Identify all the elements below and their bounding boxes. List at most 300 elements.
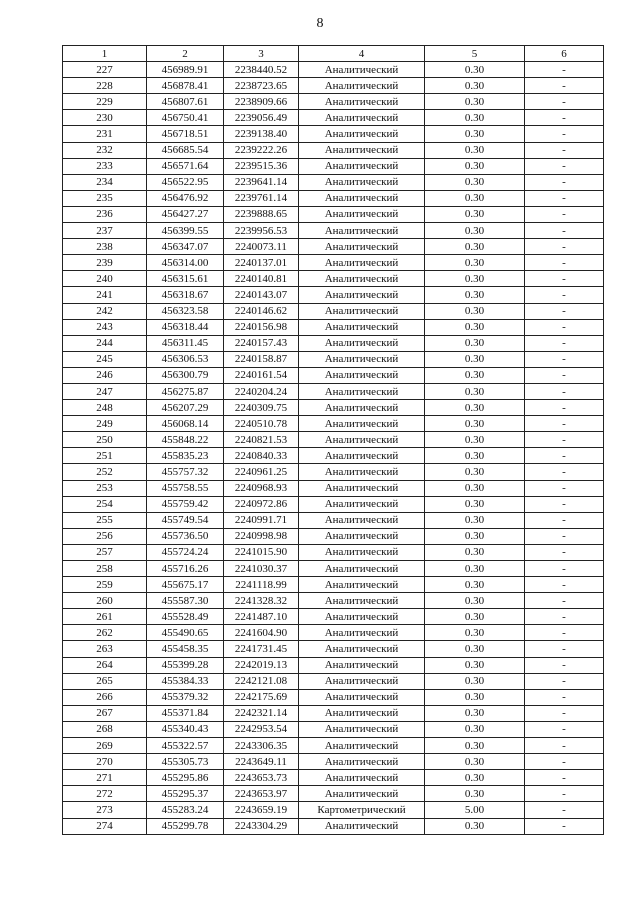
- table-cell: 2243653.73: [224, 770, 299, 786]
- table-cell: Аналитический: [299, 544, 425, 560]
- table-cell: 252: [63, 464, 147, 480]
- table-cell: 455716.26: [147, 561, 224, 577]
- table-cell: Аналитический: [299, 464, 425, 480]
- table-cell: Аналитический: [299, 142, 425, 158]
- coordinates-table: [62, 45, 604, 835]
- table-cell: 0.30: [425, 255, 525, 271]
- table-cell: 253: [63, 480, 147, 496]
- table-cell: 456989.91: [147, 62, 224, 78]
- table-cell: Аналитический: [299, 367, 425, 383]
- table-cell: 263: [63, 641, 147, 657]
- column-header: 5: [425, 46, 525, 62]
- table-cell: -: [525, 174, 604, 190]
- table-cell: 0.30: [425, 78, 525, 94]
- table-cell: 455379.32: [147, 689, 224, 705]
- table-cell: -: [525, 705, 604, 721]
- table-cell: 455322.57: [147, 738, 224, 754]
- table-cell: 0.30: [425, 206, 525, 222]
- table-cell: 0.30: [425, 367, 525, 383]
- table-cell: Аналитический: [299, 721, 425, 737]
- table-cell: 250: [63, 432, 147, 448]
- table-cell: Аналитический: [299, 738, 425, 754]
- table-cell: 0.30: [425, 94, 525, 110]
- table-cell: -: [525, 786, 604, 802]
- table-cell: 456306.53: [147, 351, 224, 367]
- table-cell: 247: [63, 383, 147, 399]
- table-cell: 2239222.26: [224, 142, 299, 158]
- table-cell: 455295.37: [147, 786, 224, 802]
- table-cell: 0.30: [425, 480, 525, 496]
- table-cell: 257: [63, 544, 147, 560]
- table-row: [63, 239, 604, 255]
- table-cell: Аналитический: [299, 78, 425, 94]
- table-row: [63, 496, 604, 512]
- table-cell: 0.30: [425, 577, 525, 593]
- table-cell: -: [525, 625, 604, 641]
- table-cell: 229: [63, 94, 147, 110]
- table-cell: 241: [63, 287, 147, 303]
- table-row: [63, 738, 604, 754]
- table-cell: 0.30: [425, 625, 525, 641]
- table-cell: 0.30: [425, 641, 525, 657]
- table-cell: 0.30: [425, 512, 525, 528]
- table-cell: Аналитический: [299, 448, 425, 464]
- table-cell: 245: [63, 351, 147, 367]
- table-cell: 264: [63, 657, 147, 673]
- table-cell: -: [525, 770, 604, 786]
- table-cell: Аналитический: [299, 593, 425, 609]
- column-header: 6: [525, 46, 604, 62]
- table-cell: -: [525, 271, 604, 287]
- table-cell: 2240137.01: [224, 255, 299, 271]
- table-cell: 0.30: [425, 818, 525, 834]
- table-cell: 456318.44: [147, 319, 224, 335]
- table-cell: 0.30: [425, 158, 525, 174]
- table-cell: -: [525, 577, 604, 593]
- table-cell: 455749.54: [147, 512, 224, 528]
- table-cell: 231: [63, 126, 147, 142]
- table-cell: 2243304.29: [224, 818, 299, 834]
- table-cell: 2240146.62: [224, 303, 299, 319]
- table-cell: 455587.30: [147, 593, 224, 609]
- table-cell: 267: [63, 705, 147, 721]
- table-cell: 2243659.19: [224, 802, 299, 818]
- table-cell: 0.30: [425, 351, 525, 367]
- table-row: [63, 689, 604, 705]
- table-cell: -: [525, 383, 604, 399]
- table-cell: -: [525, 464, 604, 480]
- table-cell: 230: [63, 110, 147, 126]
- table-cell: -: [525, 319, 604, 335]
- table-row: [63, 126, 604, 142]
- table-cell: Аналитический: [299, 416, 425, 432]
- table-cell: 249: [63, 416, 147, 432]
- table-cell: Аналитический: [299, 480, 425, 496]
- table-cell: 272: [63, 786, 147, 802]
- table-cell: 254: [63, 496, 147, 512]
- table-cell: 0.30: [425, 319, 525, 335]
- table-cell: 2240998.98: [224, 528, 299, 544]
- table-cell: 0.30: [425, 593, 525, 609]
- table-cell: -: [525, 110, 604, 126]
- table-cell: -: [525, 512, 604, 528]
- table-cell: Аналитический: [299, 561, 425, 577]
- table-cell: 456300.79: [147, 367, 224, 383]
- table-cell: Аналитический: [299, 754, 425, 770]
- table-cell: 456275.87: [147, 383, 224, 399]
- table-cell: Аналитический: [299, 287, 425, 303]
- table-cell: 2241015.90: [224, 544, 299, 560]
- table-cell: 0.30: [425, 432, 525, 448]
- table-cell: -: [525, 528, 604, 544]
- table-row: [63, 190, 604, 206]
- table-cell: -: [525, 94, 604, 110]
- table-row: [63, 271, 604, 287]
- table-cell: 0.30: [425, 400, 525, 416]
- table-cell: 2243649.11: [224, 754, 299, 770]
- table-cell: 0.30: [425, 721, 525, 737]
- table-cell: -: [525, 593, 604, 609]
- table-cell: 2240204.24: [224, 383, 299, 399]
- table-cell: -: [525, 287, 604, 303]
- table-cell: 455295.86: [147, 770, 224, 786]
- table-cell: -: [525, 673, 604, 689]
- table-cell: 0.30: [425, 239, 525, 255]
- table-cell: 456399.55: [147, 223, 224, 239]
- table-cell: -: [525, 351, 604, 367]
- table-cell: 2242953.54: [224, 721, 299, 737]
- table-row: [63, 657, 604, 673]
- table-row: [63, 255, 604, 271]
- table-row: [63, 673, 604, 689]
- table-cell: 456323.58: [147, 303, 224, 319]
- table-cell: 2238440.52: [224, 62, 299, 78]
- table-cell: 260: [63, 593, 147, 609]
- table-cell: 244: [63, 335, 147, 351]
- table-cell: Аналитический: [299, 255, 425, 271]
- table-cell: 455399.28: [147, 657, 224, 673]
- table-cell: Аналитический: [299, 239, 425, 255]
- table-cell: 2240510.78: [224, 416, 299, 432]
- table-row: [63, 480, 604, 496]
- table-cell: 455759.42: [147, 496, 224, 512]
- table-cell: 273: [63, 802, 147, 818]
- column-header: 1: [63, 46, 147, 62]
- table-cell: -: [525, 802, 604, 818]
- table-cell: -: [525, 367, 604, 383]
- table-cell: Аналитический: [299, 223, 425, 239]
- table-cell: Аналитический: [299, 705, 425, 721]
- table-cell: 2238723.65: [224, 78, 299, 94]
- table-cell: -: [525, 544, 604, 560]
- table-cell: 0.30: [425, 738, 525, 754]
- table-cell: 2238909.66: [224, 94, 299, 110]
- column-header: 3: [224, 46, 299, 62]
- table-cell: -: [525, 721, 604, 737]
- table-cell: -: [525, 818, 604, 834]
- table-cell: 455283.24: [147, 802, 224, 818]
- table-cell: 455299.78: [147, 818, 224, 834]
- table-row: [63, 448, 604, 464]
- table-cell: 0.30: [425, 609, 525, 625]
- table-cell: 239: [63, 255, 147, 271]
- table-cell: Аналитический: [299, 528, 425, 544]
- table-cell: 2243653.97: [224, 786, 299, 802]
- table-row: [63, 110, 604, 126]
- table-cell: Аналитический: [299, 577, 425, 593]
- table-cell: 251: [63, 448, 147, 464]
- table-cell: 268: [63, 721, 147, 737]
- table-cell: 246: [63, 367, 147, 383]
- table-cell: 236: [63, 206, 147, 222]
- table-row: [63, 512, 604, 528]
- table-cell: Аналитический: [299, 319, 425, 335]
- column-header: 2: [147, 46, 224, 62]
- table-cell: Аналитический: [299, 689, 425, 705]
- table-cell: 455848.22: [147, 432, 224, 448]
- table-cell: 0.30: [425, 271, 525, 287]
- table-cell: Аналитический: [299, 657, 425, 673]
- table-cell: 2242175.69: [224, 689, 299, 705]
- table-row: [63, 158, 604, 174]
- table-cell: Аналитический: [299, 303, 425, 319]
- table-cell: -: [525, 78, 604, 94]
- table-cell: 455835.23: [147, 448, 224, 464]
- table-cell: 0.30: [425, 142, 525, 158]
- table-cell: 2240140.81: [224, 271, 299, 287]
- table-cell: 2239956.53: [224, 223, 299, 239]
- table-body: [63, 62, 604, 835]
- table-cell: 0.30: [425, 528, 525, 544]
- table-cell: 456807.61: [147, 94, 224, 110]
- table-row: [63, 62, 604, 78]
- table-cell: 2240961.25: [224, 464, 299, 480]
- table-cell: Картометрический: [299, 802, 425, 818]
- table-cell: 456571.64: [147, 158, 224, 174]
- table-cell: 0.30: [425, 544, 525, 560]
- table-cell: 227: [63, 62, 147, 78]
- table-cell: 262: [63, 625, 147, 641]
- table-cell: Аналитический: [299, 641, 425, 657]
- table-row: [63, 577, 604, 593]
- table-header-row: [63, 46, 604, 62]
- table-cell: 233: [63, 158, 147, 174]
- table-cell: -: [525, 142, 604, 158]
- table-cell: 0.30: [425, 657, 525, 673]
- table-cell: 0.30: [425, 496, 525, 512]
- table-row: [63, 287, 604, 303]
- table-cell: -: [525, 561, 604, 577]
- table-cell: Аналитический: [299, 126, 425, 142]
- table-row: [63, 561, 604, 577]
- table-row: [63, 770, 604, 786]
- table-row: [63, 432, 604, 448]
- table-cell: 0.30: [425, 110, 525, 126]
- table-row: [63, 335, 604, 351]
- table-row: [63, 641, 604, 657]
- table-cell: -: [525, 754, 604, 770]
- table-cell: 0.30: [425, 287, 525, 303]
- table-row: [63, 206, 604, 222]
- table-row: [63, 223, 604, 239]
- table-cell: 0.30: [425, 126, 525, 142]
- table-cell: 455458.35: [147, 641, 224, 657]
- table-row: [63, 544, 604, 560]
- table-cell: 2240821.53: [224, 432, 299, 448]
- table-cell: 0.30: [425, 561, 525, 577]
- table-cell: 256: [63, 528, 147, 544]
- table-cell: Аналитический: [299, 673, 425, 689]
- table-cell: 261: [63, 609, 147, 625]
- table-cell: 242: [63, 303, 147, 319]
- table-cell: 2240143.07: [224, 287, 299, 303]
- table-cell: 265: [63, 673, 147, 689]
- table-row: [63, 754, 604, 770]
- table-cell: Аналитический: [299, 496, 425, 512]
- table-cell: -: [525, 689, 604, 705]
- table-cell: 2242019.13: [224, 657, 299, 673]
- table-cell: 2239761.14: [224, 190, 299, 206]
- table-cell: -: [525, 206, 604, 222]
- table-cell: 456685.54: [147, 142, 224, 158]
- table-cell: 2242121.08: [224, 673, 299, 689]
- table-row: [63, 625, 604, 641]
- table-cell: 0.30: [425, 303, 525, 319]
- table-cell: 456318.67: [147, 287, 224, 303]
- table-cell: Аналитический: [299, 432, 425, 448]
- table-cell: 456878.41: [147, 78, 224, 94]
- table-cell: -: [525, 190, 604, 206]
- page-number: 8: [316, 16, 324, 31]
- table-row: [63, 142, 604, 158]
- table-row: [63, 802, 604, 818]
- table-row: [63, 351, 604, 367]
- table-cell: 255: [63, 512, 147, 528]
- table-row: [63, 174, 604, 190]
- table-cell: 455736.50: [147, 528, 224, 544]
- table-cell: Аналитический: [299, 609, 425, 625]
- table-cell: Аналитический: [299, 206, 425, 222]
- table-cell: 0.30: [425, 174, 525, 190]
- table-cell: 228: [63, 78, 147, 94]
- table-cell: Аналитический: [299, 174, 425, 190]
- table-cell: 2240968.93: [224, 480, 299, 496]
- table-cell: -: [525, 416, 604, 432]
- table-cell: 456750.41: [147, 110, 224, 126]
- table-cell: 2243306.35: [224, 738, 299, 754]
- table-cell: 2241030.37: [224, 561, 299, 577]
- table-cell: Аналитический: [299, 770, 425, 786]
- table-cell: -: [525, 255, 604, 271]
- table-cell: 2241731.45: [224, 641, 299, 657]
- table-cell: Аналитический: [299, 818, 425, 834]
- table-cell: -: [525, 62, 604, 78]
- table-cell: Аналитический: [299, 512, 425, 528]
- table-row: [63, 464, 604, 480]
- table-row: [63, 416, 604, 432]
- table-cell: Аналитический: [299, 335, 425, 351]
- table-cell: 456522.95: [147, 174, 224, 190]
- table-row: [63, 609, 604, 625]
- table-cell: 456718.51: [147, 126, 224, 142]
- table-cell: 0.30: [425, 786, 525, 802]
- table-cell: 455340.43: [147, 721, 224, 737]
- table-cell: 2241328.32: [224, 593, 299, 609]
- table-cell: 258: [63, 561, 147, 577]
- table-cell: Аналитический: [299, 786, 425, 802]
- table-cell: 238: [63, 239, 147, 255]
- table-cell: 456427.27: [147, 206, 224, 222]
- table-cell: -: [525, 158, 604, 174]
- table-cell: 455305.73: [147, 754, 224, 770]
- table-cell: Аналитический: [299, 94, 425, 110]
- table-cell: 2241604.90: [224, 625, 299, 641]
- table-row: [63, 383, 604, 399]
- table-row: [63, 593, 604, 609]
- table-cell: Аналитический: [299, 625, 425, 641]
- table-cell: 0.30: [425, 448, 525, 464]
- table-cell: Аналитический: [299, 383, 425, 399]
- table-cell: 234: [63, 174, 147, 190]
- table-cell: 2240156.98: [224, 319, 299, 335]
- table-cell: 456311.45: [147, 335, 224, 351]
- table-cell: 455528.49: [147, 609, 224, 625]
- table-cell: 2239641.14: [224, 174, 299, 190]
- table-cell: 237: [63, 223, 147, 239]
- table-row: [63, 94, 604, 110]
- table-row: [63, 721, 604, 737]
- table-cell: 456347.07: [147, 239, 224, 255]
- table-cell: 456207.29: [147, 400, 224, 416]
- table-cell: 0.30: [425, 223, 525, 239]
- table-cell: 2239138.40: [224, 126, 299, 142]
- table-cell: 0.30: [425, 464, 525, 480]
- table-cell: 266: [63, 689, 147, 705]
- table-cell: 2242321.14: [224, 705, 299, 721]
- table-cell: Аналитический: [299, 190, 425, 206]
- table-cell: 456476.92: [147, 190, 224, 206]
- table-cell: 0.30: [425, 383, 525, 399]
- table-cell: -: [525, 223, 604, 239]
- table-cell: Аналитический: [299, 271, 425, 287]
- table-cell: 2240158.87: [224, 351, 299, 367]
- table-cell: 259: [63, 577, 147, 593]
- table-cell: 243: [63, 319, 147, 335]
- table-row: [63, 319, 604, 335]
- table-cell: 455757.32: [147, 464, 224, 480]
- table-cell: 2240991.71: [224, 512, 299, 528]
- table-cell: -: [525, 641, 604, 657]
- table-cell: 2239515.36: [224, 158, 299, 174]
- table-cell: -: [525, 480, 604, 496]
- table-cell: 270: [63, 754, 147, 770]
- table-cell: 0.30: [425, 689, 525, 705]
- table-cell: Аналитический: [299, 62, 425, 78]
- table-cell: 232: [63, 142, 147, 158]
- table-row: [63, 818, 604, 834]
- table-cell: 5.00: [425, 802, 525, 818]
- table-cell: -: [525, 609, 604, 625]
- table-cell: 240: [63, 271, 147, 287]
- table-cell: 455384.33: [147, 673, 224, 689]
- table-cell: -: [525, 239, 604, 255]
- table-row: [63, 78, 604, 94]
- table-cell: 2241118.99: [224, 577, 299, 593]
- table-cell: 2240840.33: [224, 448, 299, 464]
- table-cell: -: [525, 400, 604, 416]
- table-cell: 274: [63, 818, 147, 834]
- table-cell: 0.30: [425, 416, 525, 432]
